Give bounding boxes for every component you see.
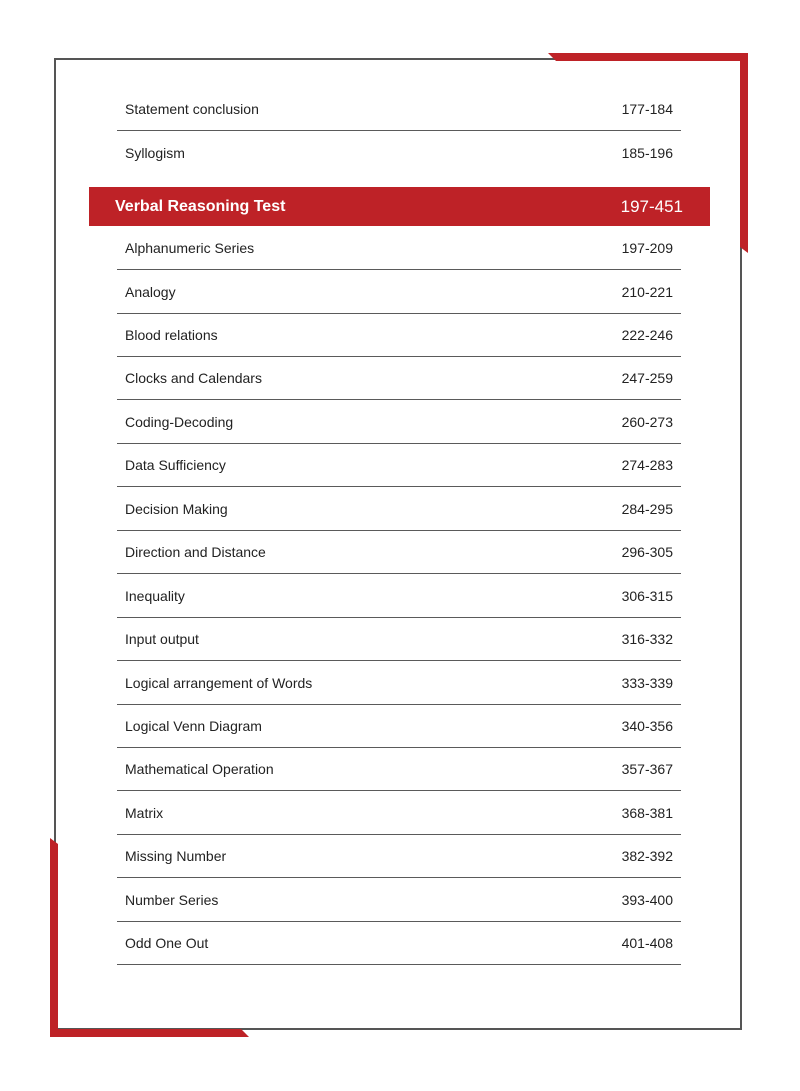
toc-row [117, 705, 681, 748]
toc-row [117, 618, 681, 661]
toc-row [117, 314, 681, 357]
toc-row [117, 792, 681, 835]
toc-topic: Clocks and Calendars [125, 370, 262, 386]
toc-pages: 368-381 [621, 805, 673, 821]
toc-topic: Number Series [125, 892, 219, 908]
toc-topic: Data Sufficiency [125, 457, 226, 473]
toc-pages: 210-221 [621, 284, 673, 300]
toc-pages: 185-196 [621, 144, 673, 161]
toc-topic: Matrix [125, 805, 164, 821]
toc-pages: 382-392 [621, 848, 673, 864]
toc-pages: 247-259 [621, 370, 673, 386]
toc-topic: Inequality [125, 588, 185, 604]
toc-topic: Logical arrangement of Words [125, 675, 313, 691]
toc-row [117, 662, 681, 705]
toc-pages: 284-295 [621, 501, 673, 517]
toc-row [117, 922, 681, 965]
toc-row [117, 271, 681, 314]
toc-pages: 393-400 [621, 892, 673, 908]
toc-row [117, 575, 681, 618]
toc-row [117, 401, 681, 444]
toc-topic: Odd One Out [125, 935, 209, 951]
toc-topic: Decision Making [125, 501, 228, 517]
toc-pages: 306-315 [621, 588, 673, 604]
toc-pages: 222-246 [621, 327, 673, 343]
toc-topic: Missing Number [125, 848, 227, 864]
toc-row [117, 88, 681, 131]
toc-topic: Analogy [125, 284, 176, 300]
corner-accent-bottom-left [50, 1029, 249, 1037]
toc-row [117, 227, 681, 270]
section-pages: 197-451 [620, 196, 683, 216]
toc-pages: 260-273 [621, 414, 673, 430]
toc-pages: 401-408 [621, 935, 673, 951]
toc-row [117, 879, 681, 922]
toc-row [117, 444, 681, 487]
corner-accent-top-right-vertical [740, 53, 748, 253]
corner-accent-top-right [548, 53, 748, 61]
toc-row [117, 131, 681, 174]
toc-row [117, 835, 681, 878]
toc-pages: 177-184 [621, 101, 673, 117]
toc-topic: Coding-Decoding [125, 414, 234, 430]
corner-accent-bottom-left-vertical [50, 838, 58, 1037]
section-header [89, 187, 710, 226]
toc-pages: 316-332 [621, 631, 673, 647]
toc-pages: 340-356 [621, 718, 673, 734]
section-title: Verbal Reasoning Test [115, 197, 286, 215]
toc-topic: Direction and Distance [125, 544, 266, 560]
toc-pages: 197-209 [621, 240, 673, 256]
toc-pages: 296-305 [621, 544, 673, 560]
toc-topic: Input output [125, 631, 199, 647]
toc-row [117, 531, 681, 574]
toc-topic: Alphanumeric Series [125, 240, 255, 256]
toc-topic: Logical Venn Diagram [125, 718, 262, 734]
toc-pages: 357-367 [621, 761, 673, 777]
toc-topic: Blood relations [125, 327, 218, 343]
toc-row [117, 488, 681, 531]
toc-topic: Statement conclusion [125, 101, 259, 117]
toc-row [117, 748, 681, 791]
toc-row [117, 357, 681, 400]
toc-pages: 274-283 [621, 457, 673, 473]
toc-pages: 333-339 [621, 675, 673, 691]
toc-topic: Mathematical Operation [125, 761, 274, 777]
toc-topic: Syllogism [125, 144, 185, 161]
